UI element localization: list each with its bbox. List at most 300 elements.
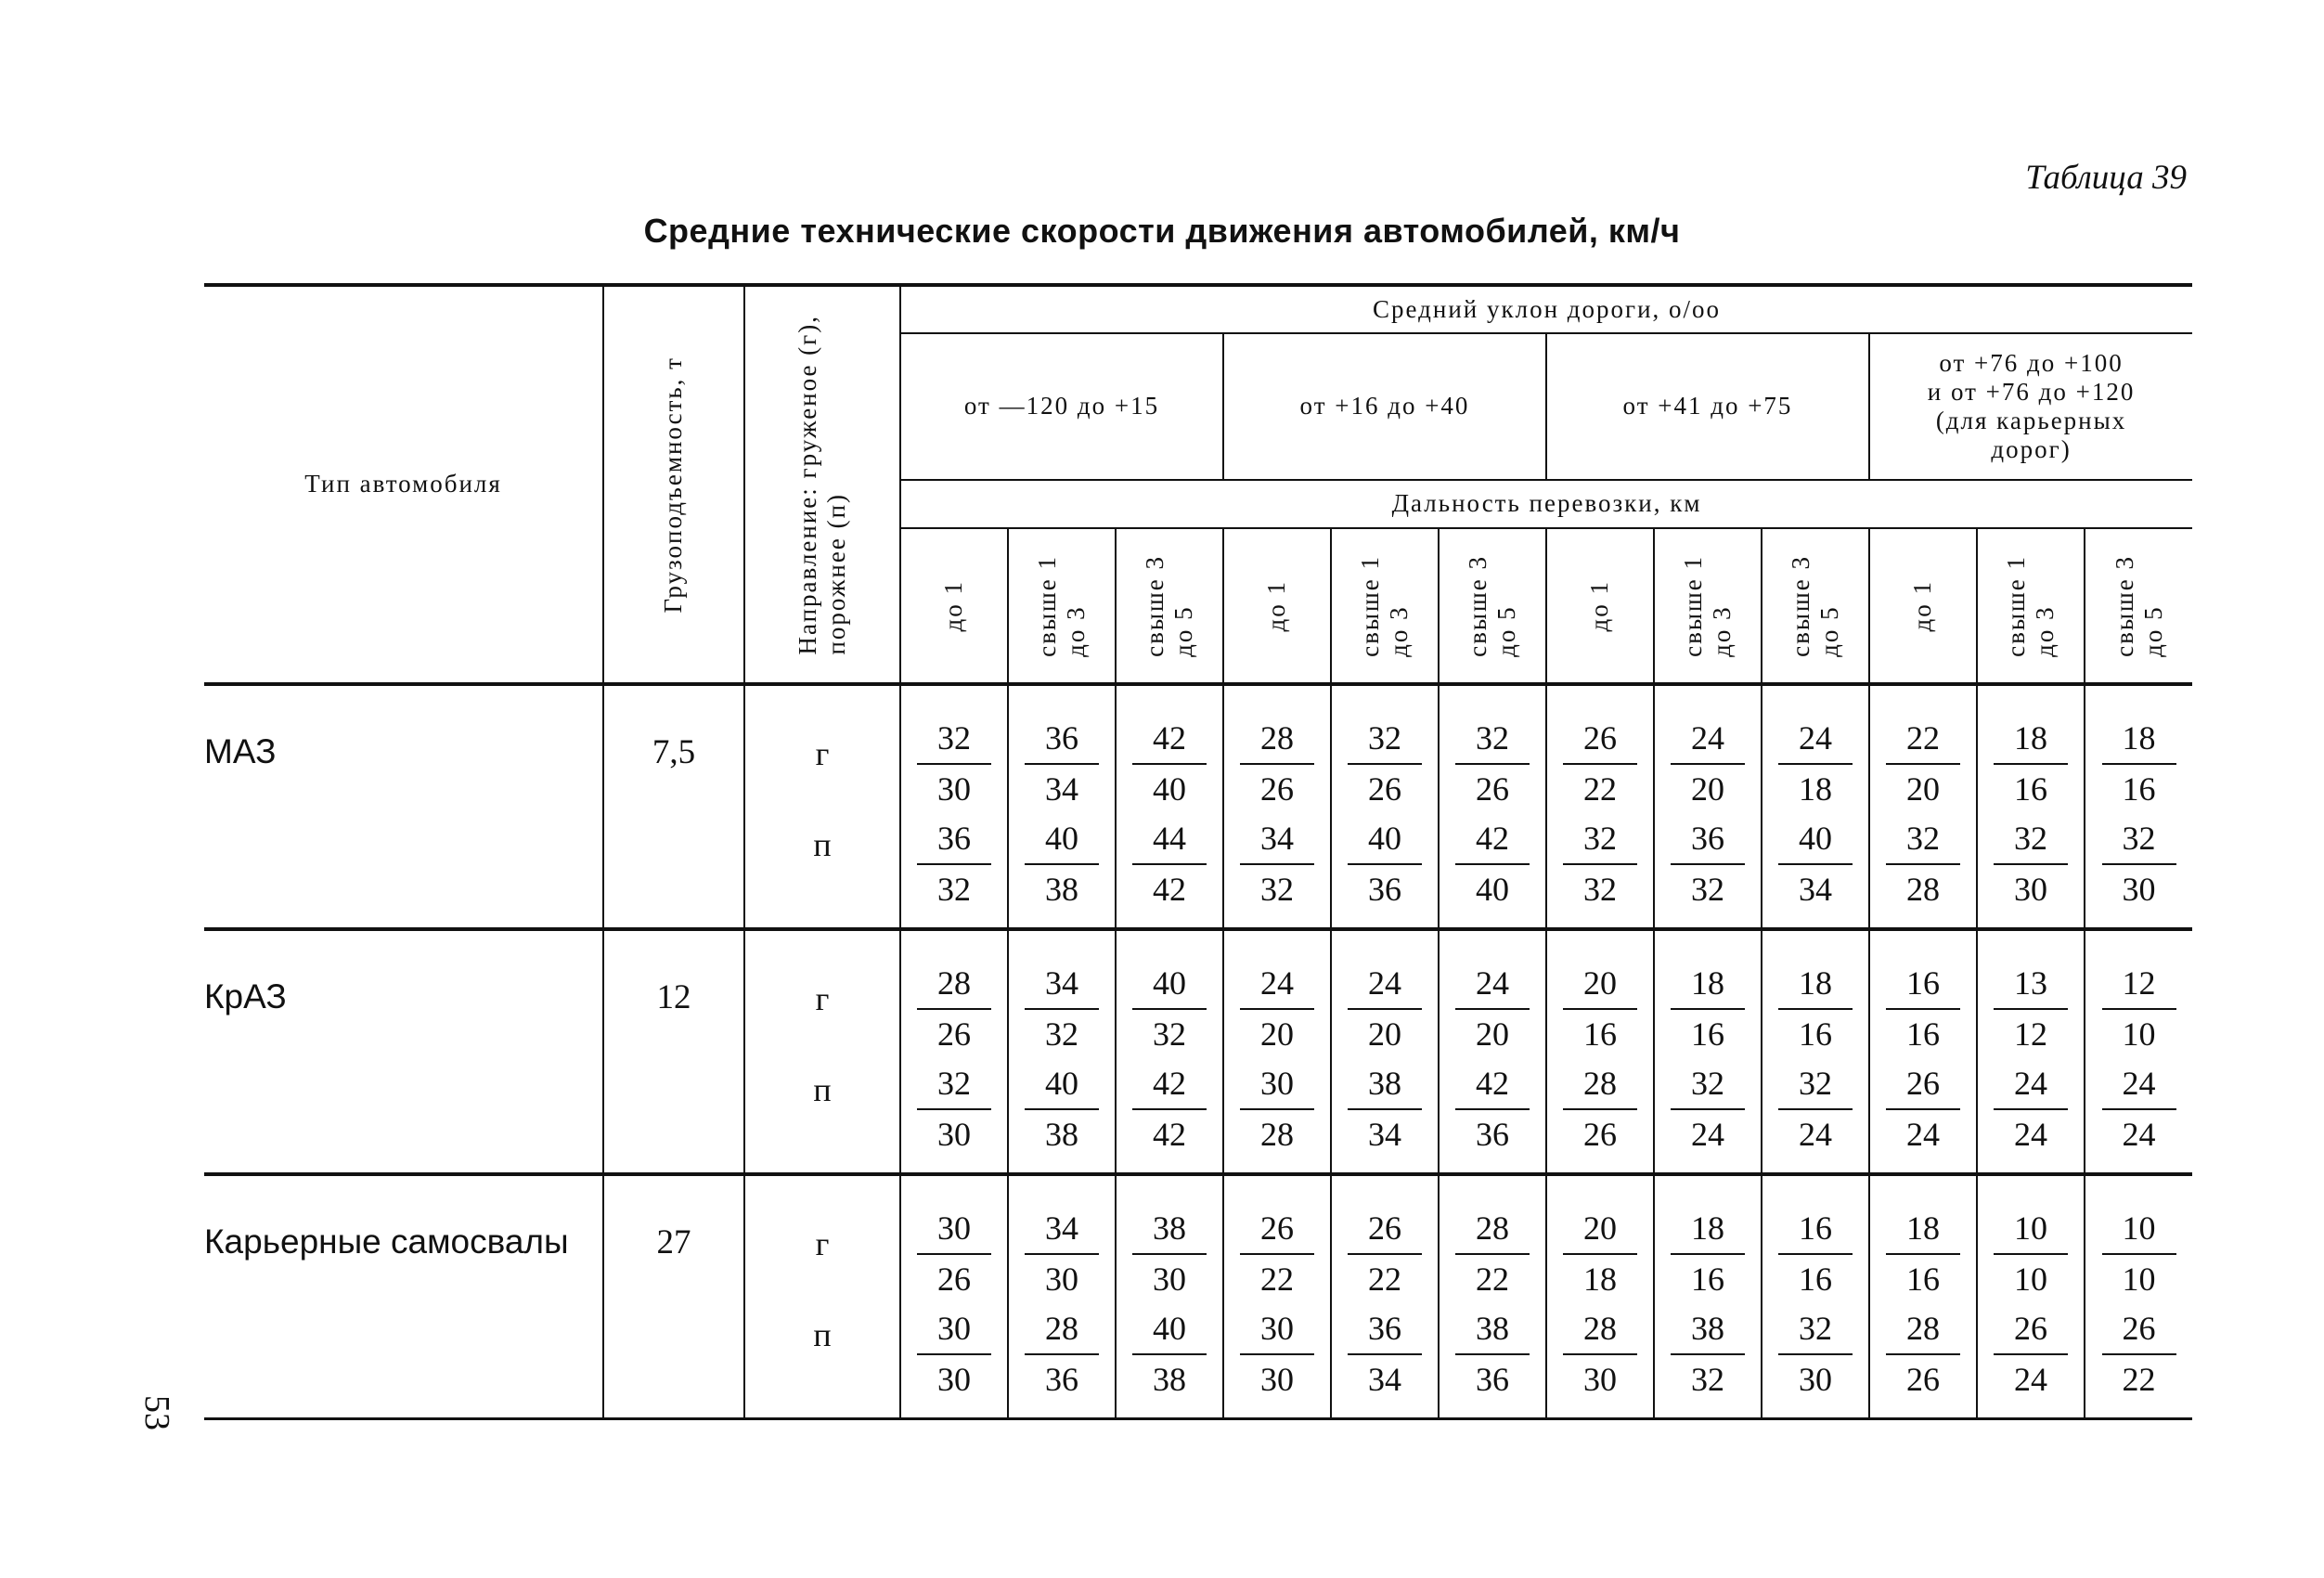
speed-loaded-bottom: 18 <box>1583 1261 1617 1298</box>
speed-loaded-top: 36 <box>1025 714 1099 765</box>
speed-cell <box>1223 1174 1331 1419</box>
speed-empty-bottom: 24 <box>2014 1361 2047 1398</box>
speed-loaded-bottom: 18 <box>1799 770 1832 808</box>
speed-loaded-bottom: 22 <box>1368 1261 1401 1298</box>
distance-range-wrap <box>1332 555 1438 657</box>
speed-cell <box>1546 684 1654 929</box>
speed-empty-bottom: 24 <box>1906 1116 1940 1153</box>
speed-loaded-bottom: 26 <box>1260 770 1294 808</box>
slope-range-header <box>1223 333 1546 480</box>
speed-loaded-top: 40 <box>1132 959 1207 1010</box>
distance-range-line: до 5 <box>1492 604 1520 657</box>
speed-loaded-top: 42 <box>1132 714 1207 765</box>
speed-cell <box>1116 1174 1223 1419</box>
slope-range-line: от +76 до +100 <box>1939 348 2124 377</box>
distance-range-text <box>2002 555 2059 657</box>
speed-loaded-top: 10 <box>2102 1204 2176 1255</box>
speed-loaded-top: 28 <box>1455 1204 1530 1255</box>
vehicle-capacity: 27 <box>603 1174 744 1419</box>
speed-fraction <box>1455 814 1530 914</box>
speed-loaded-bottom: 16 <box>1799 1015 1832 1053</box>
speed-empty-top: 40 <box>1778 814 1853 865</box>
distance-range-line: до 3 <box>1708 604 1736 657</box>
speed-empty-top: 34 <box>1240 814 1314 865</box>
speed-fraction <box>1886 1204 1960 1304</box>
speed-loaded-top: 34 <box>1025 959 1099 1010</box>
speed-loaded-bottom: 20 <box>1260 1015 1294 1053</box>
distance-range-line: свыше 3 <box>1786 554 1814 657</box>
distance-range-line: до 1 <box>939 579 968 632</box>
speed-empty-top: 32 <box>1671 1059 1745 1110</box>
speed-cell <box>1008 1174 1116 1419</box>
speed-empty-top: 32 <box>1886 814 1960 865</box>
distance-range-header <box>1331 528 1439 684</box>
direction-empty: п <box>813 826 832 863</box>
speed-loaded-bottom: 22 <box>1260 1261 1294 1298</box>
speed-fraction <box>1563 1304 1637 1404</box>
speed-cell <box>1654 684 1762 929</box>
speed-empty-bottom: 28 <box>1906 871 1940 908</box>
speed-cell <box>2085 929 2192 1174</box>
distance-range-line: до 1 <box>1262 579 1291 632</box>
direction-empty: п <box>813 1316 832 1353</box>
speed-empty-top: 40 <box>1348 814 1422 865</box>
speed-fraction <box>1994 959 2068 1059</box>
speed-fraction <box>1994 1204 2068 1304</box>
vehicle-type: Карьерные самосвалы <box>204 1174 603 1419</box>
speed-empty-bottom: 30 <box>1583 1361 1617 1398</box>
speed-fraction <box>1348 814 1422 914</box>
speed-loaded-bottom: 40 <box>1153 770 1186 808</box>
distance-range-wrap <box>1655 555 1761 657</box>
speed-empty-top: 36 <box>1671 814 1745 865</box>
direction-loaded: г <box>815 980 830 1017</box>
distance-range-line: до 3 <box>1062 604 1090 657</box>
speed-fraction <box>1455 714 1530 814</box>
speed-empty-bottom: 28 <box>1260 1116 1294 1153</box>
speed-cell <box>1869 1174 1977 1419</box>
speed-loaded-top: 38 <box>1132 1204 1207 1255</box>
speed-fraction <box>1778 1204 1853 1304</box>
distance-range-header <box>1546 528 1654 684</box>
speed-empty-top: 38 <box>1455 1304 1530 1355</box>
distance-range-line: свыше 1 <box>1355 554 1384 657</box>
speed-loaded-top: 18 <box>1886 1204 1960 1255</box>
speed-fraction <box>1671 1304 1745 1404</box>
direction-loaded: г <box>815 1225 830 1262</box>
speed-fraction <box>1671 959 1745 1059</box>
speed-fraction <box>917 1304 991 1404</box>
distance-range-wrap <box>1978 555 2084 657</box>
slope-range-line: (для карьерных <box>1935 407 2127 434</box>
speed-loaded-bottom: 20 <box>1906 770 1940 808</box>
speed-loaded-bottom: 32 <box>1153 1015 1186 1053</box>
header-direction-line: порожнее (п) <box>822 492 850 655</box>
speed-fraction <box>1455 1204 1530 1304</box>
speed-fraction <box>1994 714 2068 814</box>
speed-fraction <box>1132 1204 1207 1304</box>
speed-empty-bottom: 26 <box>1906 1361 1940 1398</box>
speed-empty-top: 28 <box>1563 1304 1637 1355</box>
speed-fraction <box>917 1204 991 1304</box>
distance-range-line: свыше 3 <box>1463 554 1491 657</box>
distance-range-header <box>1008 528 1116 684</box>
speed-fraction <box>1025 959 1099 1059</box>
slope-range-header <box>1546 333 1869 480</box>
speed-cell <box>1008 929 1116 1174</box>
speed-loaded-top: 18 <box>1778 959 1853 1010</box>
speed-fraction <box>1563 714 1637 814</box>
speed-empty-top: 30 <box>917 1304 991 1355</box>
speed-fraction <box>917 814 991 914</box>
speed-cell <box>1869 684 1977 929</box>
speed-loaded-top: 24 <box>1348 959 1422 1010</box>
vehicle-row <box>204 684 2192 929</box>
speed-empty-top: 26 <box>2102 1304 2176 1355</box>
distance-range-text <box>1585 580 1614 632</box>
speed-empty-top: 32 <box>917 1059 991 1110</box>
speed-empty-bottom: 32 <box>1691 871 1724 908</box>
speed-empty-top: 42 <box>1132 1059 1207 1110</box>
speed-loaded-top: 20 <box>1563 1204 1637 1255</box>
speed-cell <box>900 684 1008 929</box>
table-body <box>204 684 2192 1419</box>
speed-loaded-top: 24 <box>1240 959 1314 1010</box>
speed-fraction <box>1671 1204 1745 1304</box>
speed-fraction <box>1563 1059 1637 1159</box>
speed-empty-top: 44 <box>1132 814 1207 865</box>
speed-empty-top: 40 <box>1025 814 1099 865</box>
speed-empty-bottom: 38 <box>1045 1116 1078 1153</box>
table-title: Средние технические скорости движения автомобилей, км/ч <box>643 212 1681 250</box>
distance-range-text <box>939 580 968 632</box>
speed-fraction <box>917 1059 991 1159</box>
speed-loaded-bottom: 16 <box>1906 1015 1940 1053</box>
vehicle-type: МАЗ <box>204 684 603 929</box>
speed-loaded-bottom: 30 <box>937 770 971 808</box>
speed-loaded-top: 16 <box>1886 959 1960 1010</box>
speed-empty-bottom: 30 <box>1260 1361 1294 1398</box>
speed-fraction <box>1348 1204 1422 1304</box>
speed-cell <box>1439 1174 1546 1419</box>
speed-empty-bottom: 32 <box>1583 871 1617 908</box>
vehicle-type: КрАЗ <box>204 929 603 1174</box>
speed-loaded-top: 32 <box>917 714 991 765</box>
speed-loaded-bottom: 10 <box>2122 1261 2156 1298</box>
speed-loaded-bottom: 20 <box>1476 1015 1509 1053</box>
speed-empty-bottom: 36 <box>1368 871 1401 908</box>
slope-range-header <box>900 333 1223 480</box>
speed-empty-top: 30 <box>1240 1304 1314 1355</box>
speed-fraction <box>1778 714 1853 814</box>
speed-loaded-bottom: 20 <box>1691 770 1724 808</box>
speed-empty-bottom: 32 <box>937 871 971 908</box>
speed-fraction <box>1132 714 1207 814</box>
slope-range-line: от +41 до +75 <box>1622 392 1793 420</box>
table-number: Таблица 39 <box>2025 159 2187 197</box>
distance-range-line: свыше 1 <box>2001 554 2030 657</box>
speed-fraction <box>1563 814 1637 914</box>
speed-empty-top: 32 <box>2102 814 2176 865</box>
speed-fraction <box>1455 1304 1530 1404</box>
speed-loaded-bottom: 16 <box>1799 1261 1832 1298</box>
distance-range-text <box>1262 580 1291 632</box>
distance-range-wrap <box>901 580 1007 632</box>
speed-loaded-bottom: 34 <box>1045 770 1078 808</box>
speed-empty-top: 42 <box>1455 1059 1530 1110</box>
distance-range-header <box>2085 528 2192 684</box>
speed-fraction <box>1671 1059 1745 1159</box>
speed-cell <box>1116 929 1223 1174</box>
speed-cell <box>1439 684 1546 929</box>
slope-range-line: от —120 до +15 <box>963 392 1160 420</box>
speed-empty-top: 32 <box>1778 1304 1853 1355</box>
speed-empty-bottom: 34 <box>1368 1361 1401 1398</box>
speed-fraction <box>1778 1304 1853 1404</box>
speed-cell <box>1223 929 1331 1174</box>
speed-fraction <box>1455 959 1530 1059</box>
distance-range-text <box>1679 555 1737 657</box>
speed-empty-bottom: 30 <box>2122 871 2156 908</box>
distance-range-text <box>1033 555 1091 657</box>
speed-fraction <box>1240 1059 1314 1159</box>
speed-fraction <box>1132 1304 1207 1404</box>
header-direction-text <box>794 315 851 655</box>
speed-fraction <box>1671 814 1745 914</box>
speed-loaded-top: 30 <box>917 1204 991 1255</box>
speed-loaded-bottom: 22 <box>1583 770 1617 808</box>
speed-loaded-top: 18 <box>1671 1204 1745 1255</box>
speed-fraction <box>1132 814 1207 914</box>
distance-range-line: до 1 <box>1585 579 1614 632</box>
distance-range-wrap <box>1762 555 1868 657</box>
speed-empty-bottom: 24 <box>1691 1116 1724 1153</box>
speed-empty-top: 26 <box>1886 1059 1960 1110</box>
direction-cell <box>744 929 900 1174</box>
header-capacity-text: Грузоподъемность, т <box>659 356 688 614</box>
speed-empty-bottom: 40 <box>1476 871 1509 908</box>
speed-fraction <box>1025 714 1099 814</box>
speed-fraction <box>1563 959 1637 1059</box>
speed-loaded-bottom: 16 <box>1583 1015 1617 1053</box>
speed-table <box>204 283 2192 1420</box>
speed-fraction <box>1240 1204 1314 1304</box>
speed-loaded-top: 26 <box>1348 1204 1422 1255</box>
distance-range-line: свыше 3 <box>2110 554 2138 657</box>
speed-loaded-bottom: 16 <box>2122 770 2156 808</box>
speed-loaded-top: 13 <box>1994 959 2068 1010</box>
vehicle-capacity: 12 <box>603 929 744 1174</box>
speed-cell <box>1762 1174 1869 1419</box>
speed-empty-bottom: 42 <box>1153 871 1186 908</box>
speed-fraction <box>1348 959 1422 1059</box>
vehicle-capacity: 7,5 <box>603 684 744 929</box>
speed-empty-bottom: 30 <box>937 1116 971 1153</box>
speed-fraction <box>1240 959 1314 1059</box>
distance-range-text <box>2111 555 2168 657</box>
speed-fraction <box>917 714 991 814</box>
speed-empty-bottom: 30 <box>1799 1361 1832 1398</box>
speed-cell <box>1977 929 2085 1174</box>
speed-empty-bottom: 36 <box>1476 1361 1509 1398</box>
header-distance: Дальность перевозки, км <box>900 480 2192 528</box>
speed-fraction <box>2102 1304 2176 1404</box>
speed-fraction <box>2102 959 2176 1059</box>
speed-empty-top: 38 <box>1671 1304 1745 1355</box>
speed-loaded-bottom: 26 <box>1368 770 1401 808</box>
slope-range-header <box>1869 333 2192 480</box>
distance-range-text <box>1141 555 1198 657</box>
distance-range-line: до 5 <box>2138 604 2167 657</box>
distance-range-line: свыше 3 <box>1140 554 1168 657</box>
speed-empty-bottom: 22 <box>2122 1361 2156 1398</box>
distance-range-text <box>1787 555 1844 657</box>
distance-range-wrap <box>1870 580 1976 632</box>
speed-fraction <box>2102 814 2176 914</box>
speed-loaded-top: 18 <box>2102 714 2176 765</box>
speed-empty-bottom: 30 <box>2014 871 2047 908</box>
speed-fraction <box>2102 714 2176 814</box>
speed-empty-top: 36 <box>1348 1304 1422 1355</box>
speed-cell <box>1762 929 1869 1174</box>
speed-loaded-bottom: 10 <box>2122 1015 2156 1053</box>
speed-cell <box>1654 1174 1762 1419</box>
speed-loaded-bottom: 26 <box>937 1261 971 1298</box>
distance-range-header <box>1977 528 2085 684</box>
speed-loaded-top: 28 <box>1240 714 1314 765</box>
speed-empty-top: 24 <box>1994 1059 2068 1110</box>
speed-loaded-bottom: 30 <box>1045 1261 1078 1298</box>
speed-loaded-top: 10 <box>1994 1204 2068 1255</box>
distance-range-line: до 5 <box>1815 604 1843 657</box>
speed-loaded-top: 32 <box>1348 714 1422 765</box>
speed-loaded-bottom: 16 <box>1691 1261 1724 1298</box>
speed-fraction <box>1132 1059 1207 1159</box>
speed-fraction <box>2102 1204 2176 1304</box>
distance-range-line: до 1 <box>1908 579 1937 632</box>
speed-fraction <box>1348 1059 1422 1159</box>
speed-cell <box>1331 1174 1439 1419</box>
distance-range-line: до 3 <box>2031 604 2059 657</box>
speed-fraction <box>1455 1059 1530 1159</box>
speed-loaded-bottom: 20 <box>1368 1015 1401 1053</box>
speed-cell <box>1008 684 1116 929</box>
speed-cell <box>2085 1174 2192 1419</box>
direction-loaded: г <box>815 735 830 772</box>
speed-empty-bottom: 42 <box>1153 1116 1186 1153</box>
speed-empty-bottom: 24 <box>2122 1116 2156 1153</box>
speed-cell <box>900 1174 1008 1419</box>
slope-range-line: от +16 до +40 <box>1299 392 1470 420</box>
speed-fraction <box>1025 1059 1099 1159</box>
speed-loaded-bottom: 30 <box>1153 1261 1186 1298</box>
speed-cell <box>900 929 1008 1174</box>
speed-cell <box>2085 684 2192 929</box>
speed-fraction <box>1994 1304 2068 1404</box>
header-direction-line: Направление: груженое (г), <box>793 314 821 655</box>
speed-fraction <box>1886 959 1960 1059</box>
distance-range-header <box>900 528 1008 684</box>
speed-cell <box>1977 1174 2085 1419</box>
speed-cell <box>1331 684 1439 929</box>
header-slope: Средний уклон дороги, о/оо <box>900 285 2192 333</box>
speed-fraction <box>1240 1304 1314 1404</box>
speed-fraction <box>1132 959 1207 1059</box>
speed-loaded-top: 28 <box>917 959 991 1010</box>
speed-loaded-top: 26 <box>1563 714 1637 765</box>
distance-range-line: до 5 <box>1169 604 1197 657</box>
speed-loaded-top: 18 <box>1671 959 1745 1010</box>
speed-cell <box>1762 684 1869 929</box>
speed-fraction <box>1671 714 1745 814</box>
speed-empty-top: 28 <box>1563 1059 1637 1110</box>
distance-range-text <box>1356 555 1414 657</box>
speed-cell <box>1223 684 1331 929</box>
speed-empty-top: 36 <box>917 814 991 865</box>
speed-empty-top: 26 <box>1994 1304 2068 1355</box>
speed-empty-bottom: 32 <box>1691 1361 1724 1398</box>
speed-loaded-top: 24 <box>1778 714 1853 765</box>
speed-cell <box>1654 929 1762 1174</box>
speed-cell <box>1869 929 1977 1174</box>
speed-empty-bottom: 34 <box>1368 1116 1401 1153</box>
distance-range-header <box>1223 528 1331 684</box>
speed-loaded-top: 20 <box>1563 959 1637 1010</box>
distance-range-text <box>1908 580 1937 632</box>
speed-empty-bottom: 38 <box>1153 1361 1186 1398</box>
speed-fraction <box>1778 1059 1853 1159</box>
speed-empty-bottom: 24 <box>1799 1116 1832 1153</box>
direction-empty: п <box>813 1071 832 1108</box>
speed-empty-bottom: 34 <box>1799 871 1832 908</box>
speed-empty-bottom: 36 <box>1476 1116 1509 1153</box>
distance-range-wrap <box>1009 555 1115 657</box>
speed-empty-top: 42 <box>1455 814 1530 865</box>
speed-empty-top: 40 <box>1025 1059 1099 1110</box>
speed-empty-bottom: 30 <box>937 1361 971 1398</box>
speed-empty-bottom: 24 <box>2014 1116 2047 1153</box>
distance-range-wrap <box>1547 580 1653 632</box>
distance-range-wrap <box>1224 580 1330 632</box>
speed-empty-top: 28 <box>1025 1304 1099 1355</box>
speed-cell <box>1331 929 1439 1174</box>
speed-empty-top: 28 <box>1886 1304 1960 1355</box>
speed-loaded-bottom: 16 <box>1691 1015 1724 1053</box>
speed-loaded-bottom: 22 <box>1476 1261 1509 1298</box>
header-capacity <box>603 285 744 684</box>
speed-fraction <box>1994 1059 2068 1159</box>
speed-empty-top: 30 <box>1240 1059 1314 1110</box>
speed-loaded-top: 26 <box>1240 1204 1314 1255</box>
speed-empty-top: 24 <box>2102 1059 2176 1110</box>
speed-empty-top: 38 <box>1348 1059 1422 1110</box>
speed-fraction <box>1348 714 1422 814</box>
distance-range-header <box>1116 528 1223 684</box>
speed-loaded-bottom: 12 <box>2014 1015 2047 1053</box>
speed-loaded-bottom: 16 <box>2014 770 2047 808</box>
slope-range-line: дорог) <box>1991 435 2072 464</box>
speed-fraction <box>917 959 991 1059</box>
speed-fraction <box>1348 1304 1422 1404</box>
speed-loaded-top: 16 <box>1778 1204 1853 1255</box>
speed-empty-top: 32 <box>1563 814 1637 865</box>
speed-empty-top: 32 <box>1778 1059 1853 1110</box>
speed-loaded-bottom: 10 <box>2014 1261 2047 1298</box>
speed-fraction <box>1240 814 1314 914</box>
distance-range-header <box>1869 528 1977 684</box>
vehicle-row <box>204 1174 2192 1419</box>
speed-loaded-top: 24 <box>1671 714 1745 765</box>
